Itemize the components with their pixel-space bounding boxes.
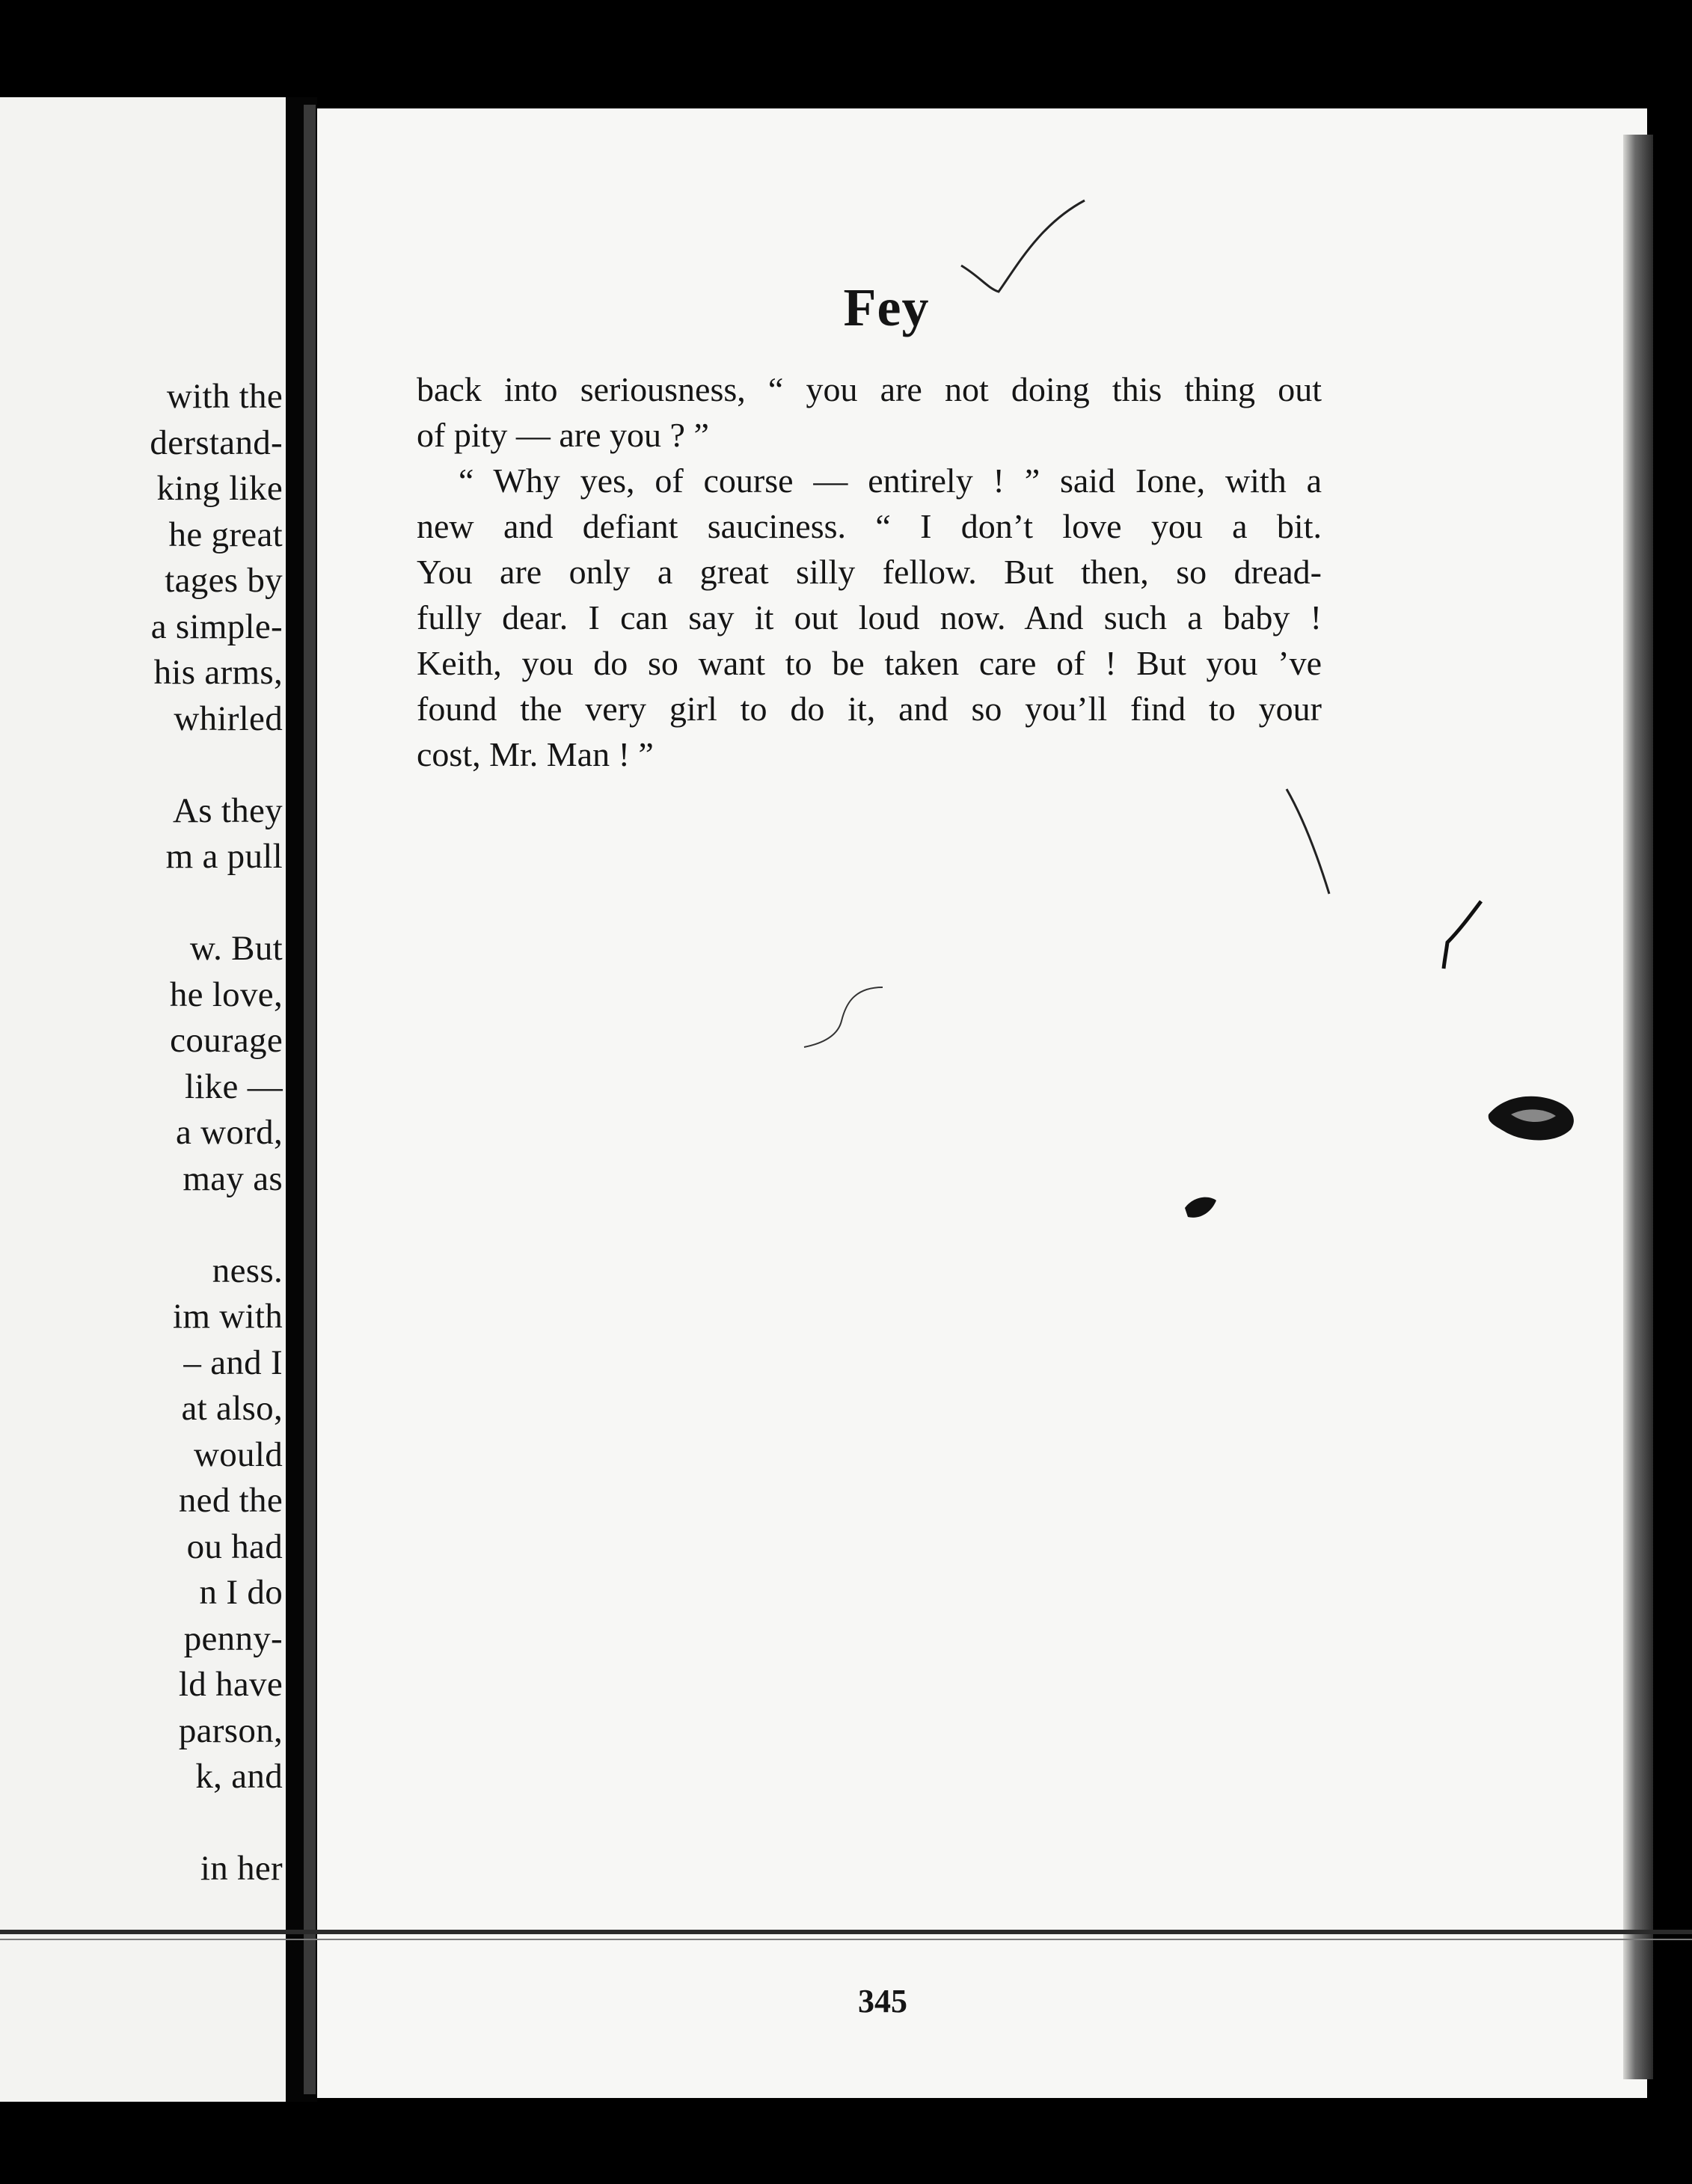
- ink-smudge-icon: [1481, 1085, 1586, 1152]
- left-page-line: m a pull: [165, 837, 283, 876]
- text-line: new and defiant sauciness. “ I don’t love you a bit.: [417, 507, 1322, 545]
- left-page-line: his arms,: [153, 653, 283, 692]
- scratch-mark-icon: [1283, 785, 1335, 898]
- gutter-edge: [304, 105, 316, 2094]
- scratch-mark-icon: [1440, 898, 1485, 972]
- left-page-line: ld have: [178, 1665, 283, 1704]
- page-number: 345: [858, 1983, 907, 2019]
- left-page-line: ned the: [178, 1481, 283, 1520]
- left-page-line: he great: [168, 515, 283, 554]
- left-page-line: like —: [184, 1067, 283, 1106]
- left-page-line: at also,: [181, 1389, 283, 1428]
- left-page-line: im with: [172, 1297, 283, 1336]
- left-page-line: derstand-: [150, 423, 283, 462]
- left-page-line: with the: [166, 377, 283, 416]
- left-page-line: a word,: [175, 1113, 283, 1152]
- left-page-line: a simple-: [150, 607, 283, 646]
- left-page-line: in her: [200, 1849, 283, 1888]
- left-page-line: whirled: [174, 699, 283, 738]
- text-line: fully dear. I can say it out loud now. And such a baby !: [417, 598, 1322, 637]
- left-page-line: courage: [170, 1021, 283, 1060]
- left-page-line: n I do: [199, 1573, 283, 1612]
- text-line: of pity — are you ? ”: [417, 416, 709, 454]
- left-page-line: he love,: [169, 975, 283, 1014]
- left-page-line: w. But: [189, 929, 283, 968]
- left-page-line: would: [194, 1435, 283, 1474]
- left-page-line: may as: [183, 1159, 283, 1198]
- text-line: “ Why yes, of course — entirely ! ” said Ione, with a: [459, 461, 1322, 500]
- left-page-line: ou had: [186, 1527, 283, 1566]
- left-page-line: penny-: [183, 1619, 283, 1658]
- page-edge-shadow: [1623, 135, 1653, 2079]
- left-page-line: As they: [172, 791, 283, 830]
- left-page-fragment: [0, 97, 286, 2102]
- running-head: Fey: [843, 277, 930, 337]
- text-line: cost, Mr. Man ! ”: [417, 735, 654, 773]
- footer-rule: [0, 1930, 1692, 1934]
- left-page-line: – and I: [183, 1343, 283, 1382]
- text-line: You are only a great silly fellow. But then, so dread-: [417, 553, 1322, 591]
- left-page-line: king like: [156, 469, 283, 508]
- left-page-line: parson,: [178, 1711, 283, 1750]
- text-line: found the very girl to do it, and so you’ll find to your: [417, 690, 1322, 728]
- footer-rule-thin: [0, 1939, 1692, 1940]
- text-line: Keith, you do so want to be taken care of ! But you ’ve: [417, 644, 1322, 682]
- body-text: [417, 366, 1322, 777]
- left-page-line: tages by: [165, 561, 283, 600]
- text-line: back into seriousness, “ you are not doing this thing out: [417, 370, 1322, 408]
- scratch-mark-icon: [800, 984, 890, 1051]
- left-page-line: k, and: [195, 1757, 283, 1796]
- ink-speck-icon: [1182, 1193, 1219, 1223]
- left-page-line: ness.: [212, 1251, 283, 1290]
